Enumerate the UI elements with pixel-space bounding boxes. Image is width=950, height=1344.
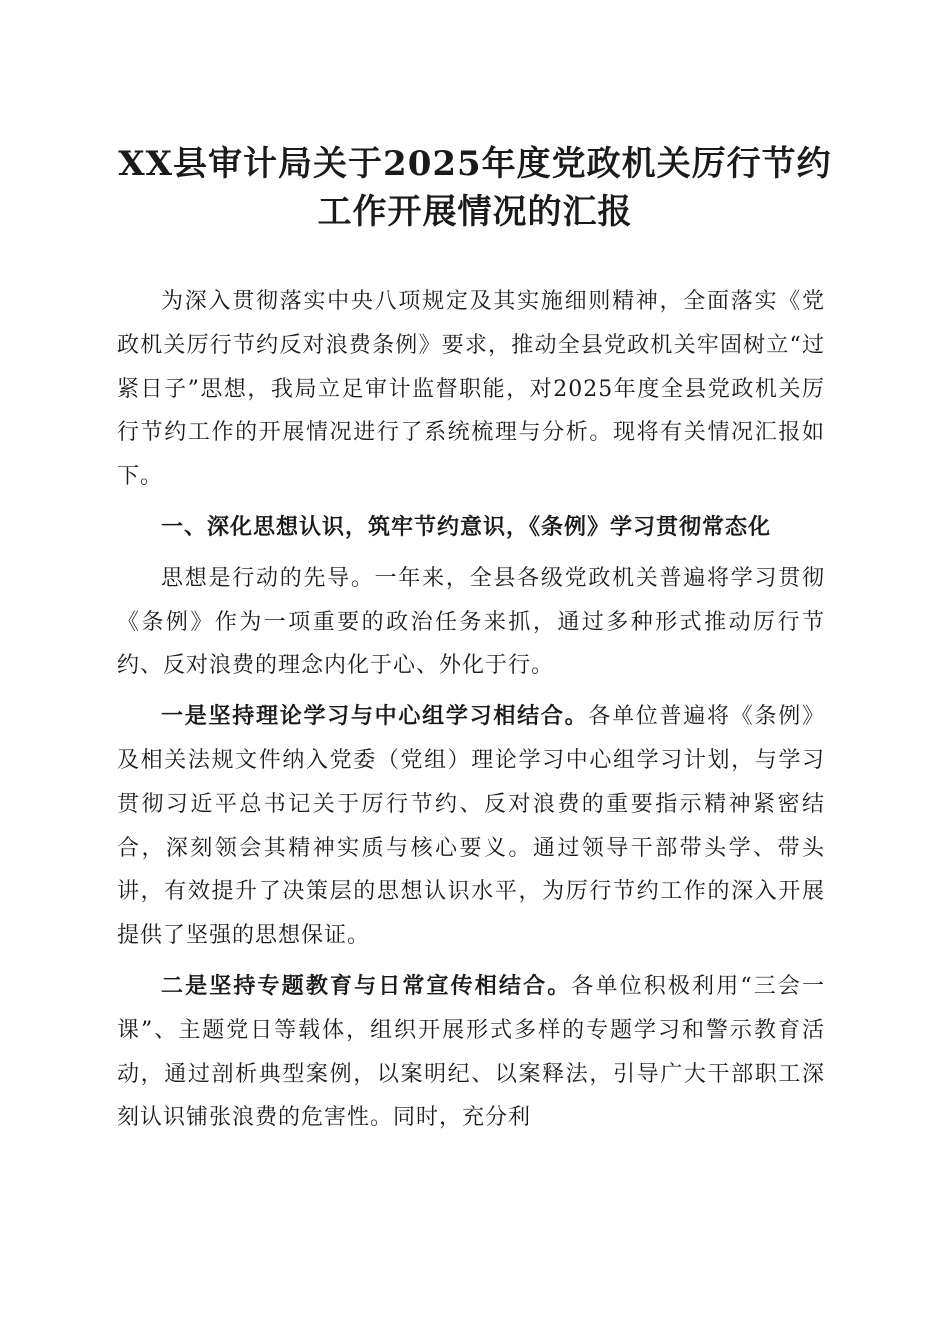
point-2-text: 各单位积极利用“三会一课”、主题党日等载体，组织开展形式多样的专题学习和警示教育活动，通过剖析典型案例，以案明纪、以案释法，引导广大干部职工深刻认识铺张浪费的危害性。同时，充分利 — [117, 973, 825, 1131]
point-2-paragraph — [117, 965, 825, 1140]
title-line-2: 工作开展情况的汇报 — [317, 192, 633, 232]
title-line-1: XX县审计局关于2025年度党政机关厉行节约 — [118, 144, 832, 184]
section-1-heading: 一、深化思想认识，筑牢节约意识，《条例》学习贯彻常态化 — [161, 514, 772, 540]
document-title — [110, 140, 840, 236]
section-1-paragraph: 思想是行动的先导。一年来，全县各级党政机关普遍将学习贯彻《条例》作为一项重要的政治任务来抓，通过多种形式推动厉行节约、反对浪费的理念内化于心、外化于行。 — [117, 565, 825, 679]
point-2-lead: 二是坚持专题教育与日常宣传相结合。 — [161, 972, 572, 999]
intro-paragraph: 为深入贯彻落实中央八项规定及其实施细则精神，全面落实《党政机关厉行节约反对浪费条例》要求，推动全县党政机关牢固树立“过紧日子”思想，我局立足审计监督职能，对2025年度全县党政机关厉行节约工作的开展情况进行了系统梳理与分析。现将有关情况汇报如下。 — [117, 289, 825, 490]
point-1-lead: 一是坚持理论学习与中心组学习相结合。 — [161, 703, 589, 730]
point-1-paragraph — [117, 695, 825, 958]
point-1-text: 各单位普遍将《条例》及相关法规文件纳入党委（党组）理论学习中心组学习计划，与学习贯彻习近平总书记关于厉行节约、反对浪费的重要指示精神紧密结合，深刻领会其精神实质与核心要义。通过领导干部带头学、带头讲，有效提升了决策层的思想认识水平，为厉行节约工作的深入开展提供了坚强的思想保证。 — [117, 704, 825, 949]
document-body — [117, 280, 825, 1147]
